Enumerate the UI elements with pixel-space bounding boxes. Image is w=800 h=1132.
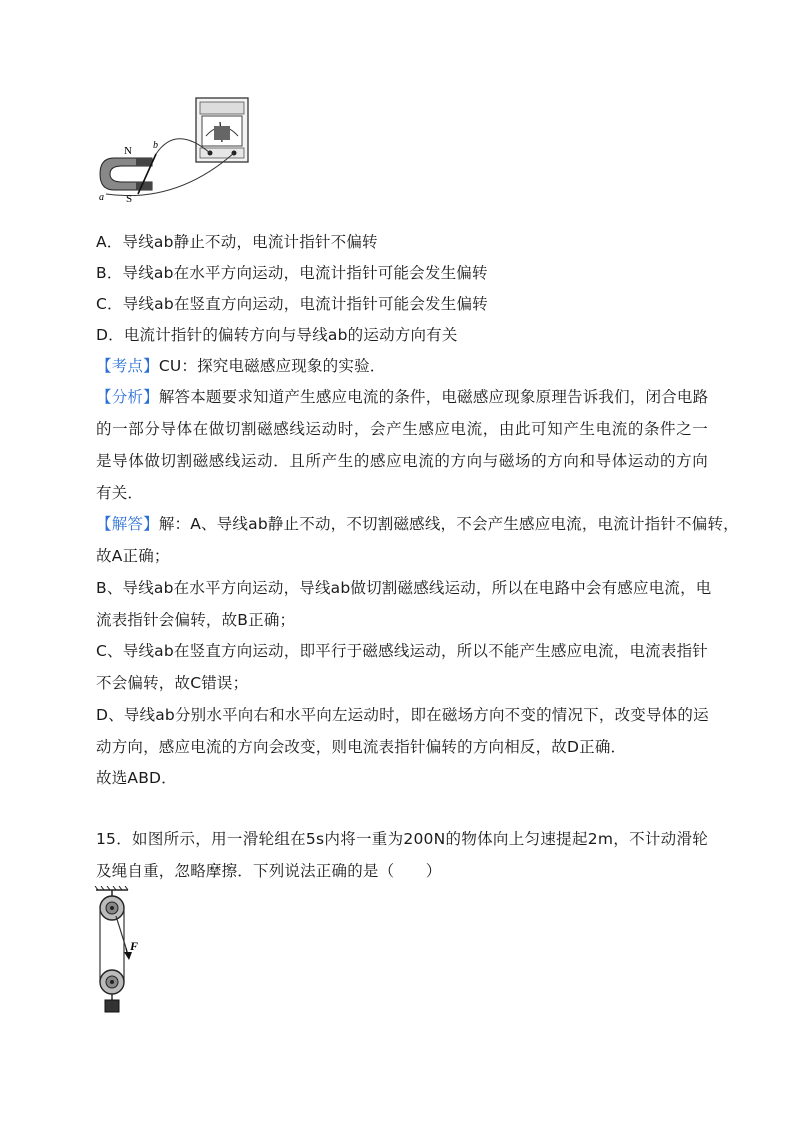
question15-line-1: 15．如图所示，用一滑轮组在5s内将一重为200N的物体向上匀速提起2m，不计动滑轮 (96, 830, 708, 848)
kaodian-text: CU：探究电磁感应现象的实验． (158, 357, 386, 375)
jieda-line-8: 动方向，感应电流的方向会改变，则电流表指针偏转的方向相反，故D正确． (96, 738, 627, 756)
magnet-n-label: N (124, 145, 132, 157)
fenxi-line-4: 有关． (96, 484, 144, 502)
fenxi-line-2: 的一部分导体在做切割磁感线运动时，会产生感应电流，由此可知产生电流的条件之一 (96, 420, 708, 438)
jieda-line-5: C、导线ab在竖直方向运动，即平行于磁感线运动，所以不能产生感应电流，电流表指针 (96, 642, 708, 660)
question15-line-2: 及绳自重，忽略摩擦．下列说法正确的是（ ） (96, 862, 442, 880)
jieda-line-6: 不会偏转，故C错误； (96, 674, 249, 692)
option-c: C．导线ab在竖直方向运动，电流计指针可能会发生偏转 (96, 295, 488, 313)
jieda-text-1: 解：A、导线ab静止不动，不切割磁感线，不会产生感应电流，电流计指针不偏转， (158, 515, 739, 533)
magnet-s-label: S (126, 193, 133, 205)
option-b: B．导线ab在水平方向运动，电流计指针可能会发生偏转 (96, 264, 488, 282)
jieda-line-7: D、导线ab分别水平向右和水平向左运动时，即在磁场方向不变的情况下，改变导体的运 (96, 706, 709, 724)
force-f-label: F (130, 939, 139, 953)
electromagnetic-induction-figure (96, 96, 256, 206)
ceiling-support (95, 886, 128, 896)
option-d: D．电流计指针的偏转方向与导线ab的运动方向有关 (96, 326, 458, 344)
jieda-line-3: B、导线ab在水平方向运动，导线ab做切割磁感线运动，所以在电路中会有感应电流，电 (96, 579, 712, 597)
weight-block (105, 1000, 119, 1012)
movable-pulley (100, 970, 124, 1000)
jieda-line-4: 流表指针会偏转，故B正确； (96, 611, 296, 629)
pulley-system-figure (94, 886, 154, 1016)
galvanometer (196, 98, 248, 162)
fenxi-line-3: 是导体做切割磁感线运动．且所产生的感应电流的方向与磁场的方向和导体运动的方向 (96, 452, 708, 470)
fenxi-tag: 【分析】 (96, 388, 159, 406)
jieda-line-1 (96, 513, 739, 535)
kaodian-tag: 【考点】 (96, 357, 159, 375)
horseshoe-magnet (100, 158, 152, 190)
option-a: A．导线ab静止不动，电流计指针不偏转 (96, 233, 378, 251)
jieda-line-2: 故A正确； (96, 547, 170, 565)
fenxi-text-1: 解答本题要求知道产生感应电流的条件，电磁感应现象原理告诉我们，闭合电路 (158, 388, 709, 406)
wire-a-label: a (99, 192, 104, 203)
jieda-line-9: 故选ABD． (96, 769, 177, 787)
fenxi-line-1 (96, 386, 708, 408)
kaodian-line (96, 355, 708, 377)
jieda-tag: 【解答】 (96, 515, 159, 533)
fixed-pulley (100, 896, 124, 920)
wire-b-label: b (153, 140, 158, 151)
